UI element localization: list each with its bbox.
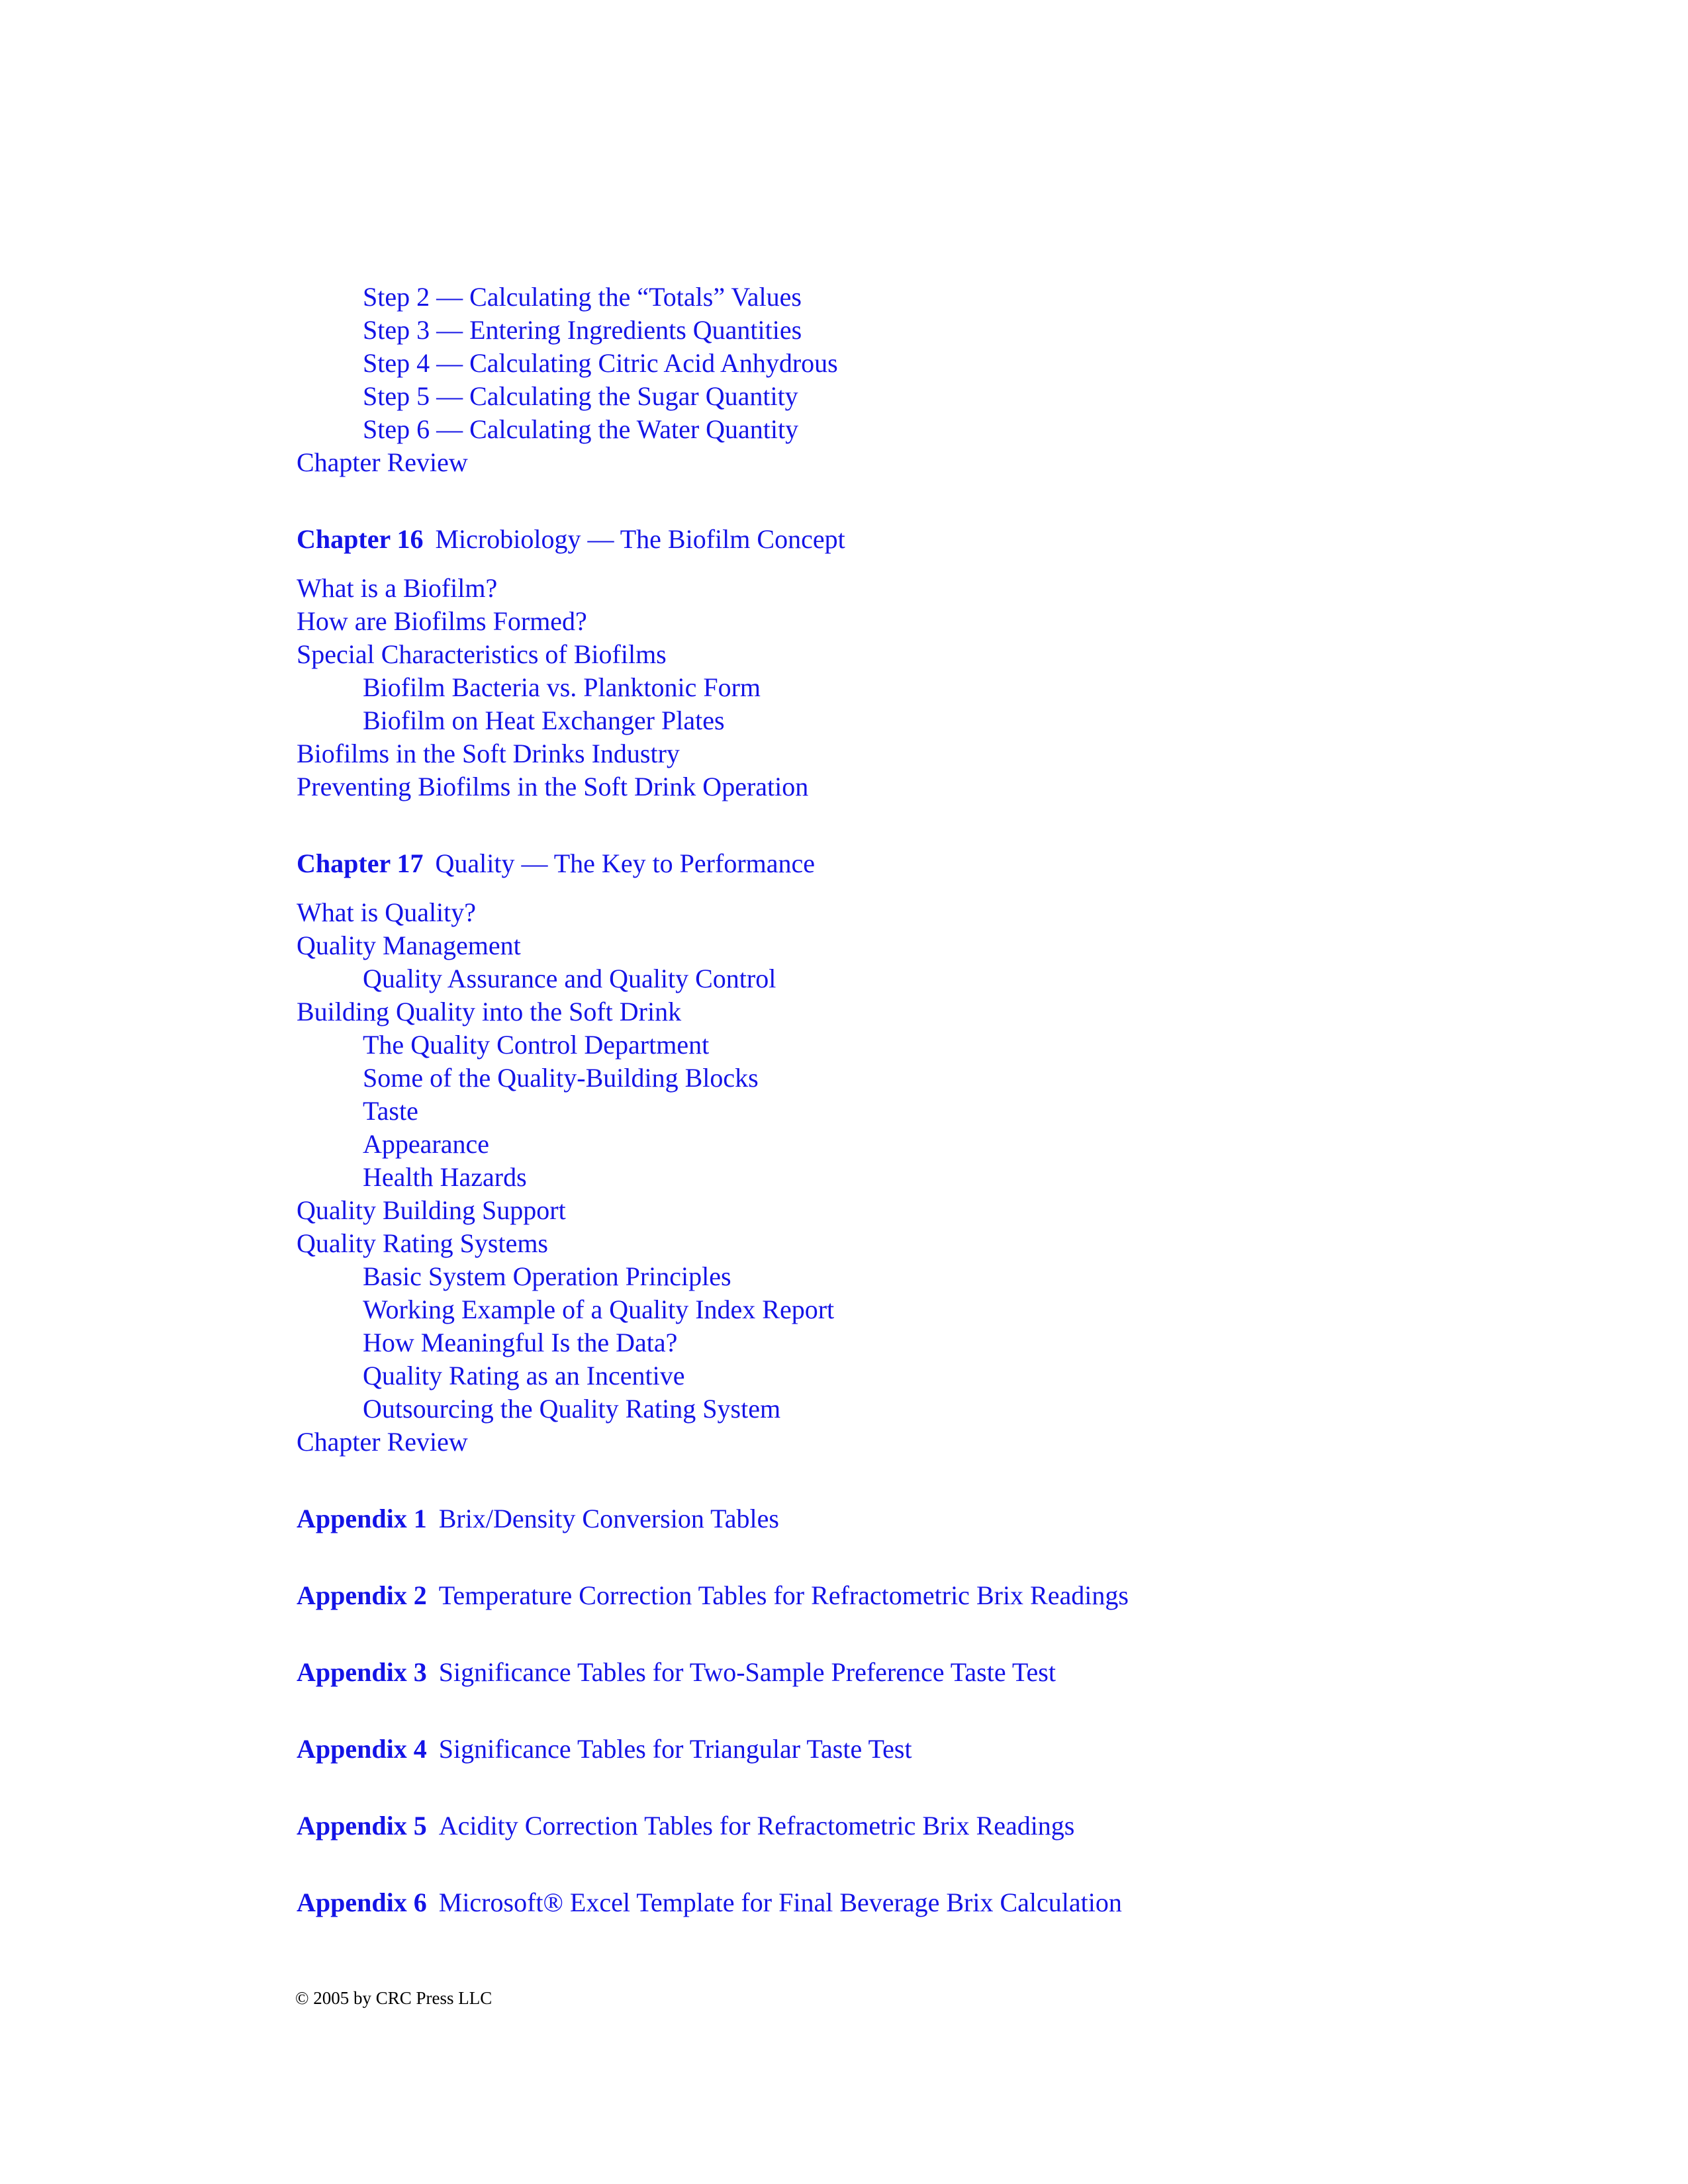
toc-entry-chapter-review[interactable]: Chapter Review <box>297 447 468 477</box>
toc-entry-what-is-biofilm[interactable]: What is a Biofilm? <box>297 573 498 603</box>
toc-entry-outsourcing[interactable]: Outsourcing the Quality Rating System <box>363 1394 781 1424</box>
chapter-16-title: Microbiology — The Biofilm Concept <box>435 524 845 554</box>
chapter-17-title: Quality — The Key to Performance <box>435 848 816 878</box>
appendix-1-heading[interactable] <box>297 1502 1554 1535</box>
toc-entry-basic-principles[interactable]: Basic System Operation Principles <box>363 1261 731 1291</box>
toc-entry-what-is-quality[interactable]: What is Quality? <box>297 897 477 927</box>
appendix-6-heading[interactable] <box>297 1886 1554 1919</box>
appendix-3-title: Significance Tables for Two-Sample Preference Taste Test <box>438 1657 1056 1687</box>
toc-entry-taste[interactable]: Taste <box>363 1096 418 1126</box>
toc-entry-appearance[interactable]: Appearance <box>363 1129 489 1159</box>
appendix-2-title: Temperature Correction Tables for Refractometric Brix Readings <box>438 1580 1129 1610</box>
toc-entry-working-example[interactable]: Working Example of a Quality Index Report <box>363 1295 835 1324</box>
toc-entry-health-hazards[interactable]: Health Hazards <box>363 1162 527 1192</box>
toc-entry-step-4[interactable]: Step 4 — Calculating Citric Acid Anhydrous <box>363 348 838 378</box>
toc-entry-qa-qc[interactable]: Quality Assurance and Quality Control <box>363 964 776 993</box>
toc-entry-biofilm-bacteria[interactable]: Biofilm Bacteria vs. Planktonic Form <box>363 672 761 702</box>
toc-entry-biofilms-formed[interactable]: How are Biofilms Formed? <box>297 606 587 636</box>
appendix-6-title: Microsoft® Excel Template for Final Beverage Brix Calculation <box>438 1888 1122 1917</box>
toc-entry-meaningful-data[interactable]: How Meaningful Is the Data? <box>363 1328 678 1357</box>
toc-entry-chapter-review-17[interactable]: Chapter Review <box>297 1427 468 1457</box>
toc-entry-step-3[interactable]: Step 3 — Entering Ingredients Quantities <box>363 315 802 345</box>
appendix-4-label: Appendix 4 <box>297 1734 427 1764</box>
appendix-4-title: Significance Tables for Triangular Taste Test <box>438 1734 912 1764</box>
appendix-3-heading[interactable] <box>297 1656 1554 1689</box>
toc-entry-rating-incentive[interactable]: Quality Rating as an Incentive <box>363 1361 685 1390</box>
copyright-footer: © 2005 by CRC Press LLC <box>295 1988 492 2008</box>
chapter-16-heading[interactable] <box>297 523 1554 556</box>
toc-entry-soft-drinks-industry[interactable]: Biofilms in the Soft Drinks Industry <box>297 739 680 768</box>
appendix-6-label: Appendix 6 <box>297 1888 427 1917</box>
chapter-17-label: Chapter 17 <box>297 848 424 878</box>
toc-entry-special-characteristics[interactable]: Special Characteristics of Biofilms <box>297 639 667 669</box>
toc-entry-step-6[interactable]: Step 6 — Calculating the Water Quantity <box>363 414 799 444</box>
table-of-contents <box>297 281 1554 1919</box>
appendix-2-label: Appendix 2 <box>297 1580 427 1610</box>
appendix-3-label: Appendix 3 <box>297 1657 427 1687</box>
toc-entry-heat-exchanger[interactable]: Biofilm on Heat Exchanger Plates <box>363 705 725 735</box>
appendix-5-heading[interactable] <box>297 1809 1554 1843</box>
toc-entry-quality-management[interactable]: Quality Management <box>297 931 521 960</box>
toc-entry-step-2[interactable]: Step 2 — Calculating the “Totals” Values <box>363 282 802 312</box>
appendix-2-heading[interactable] <box>297 1579 1554 1612</box>
toc-entry-building-quality[interactable]: Building Quality into the Soft Drink <box>297 997 682 1026</box>
appendix-1-label: Appendix 1 <box>297 1504 427 1533</box>
toc-entry-preventing-biofilms[interactable]: Preventing Biofilms in the Soft Drink Operation <box>297 772 809 801</box>
chapter-16-label: Chapter 16 <box>297 524 424 554</box>
appendix-4-heading[interactable] <box>297 1733 1554 1766</box>
toc-entry-step-5[interactable]: Step 5 — Calculating the Sugar Quantity <box>363 381 798 411</box>
appendix-5-label: Appendix 5 <box>297 1811 427 1841</box>
appendix-5-title: Acidity Correction Tables for Refractometric Brix Readings <box>438 1811 1075 1841</box>
toc-entry-quality-building-support[interactable]: Quality Building Support <box>297 1195 566 1225</box>
appendix-1-title: Brix/Density Conversion Tables <box>438 1504 779 1533</box>
toc-entry-quality-rating-systems[interactable]: Quality Rating Systems <box>297 1228 548 1258</box>
toc-entry-qc-department[interactable]: The Quality Control Department <box>363 1030 710 1060</box>
chapter-17-heading[interactable] <box>297 847 1554 880</box>
toc-entry-building-blocks[interactable]: Some of the Quality-Building Blocks <box>363 1063 759 1093</box>
